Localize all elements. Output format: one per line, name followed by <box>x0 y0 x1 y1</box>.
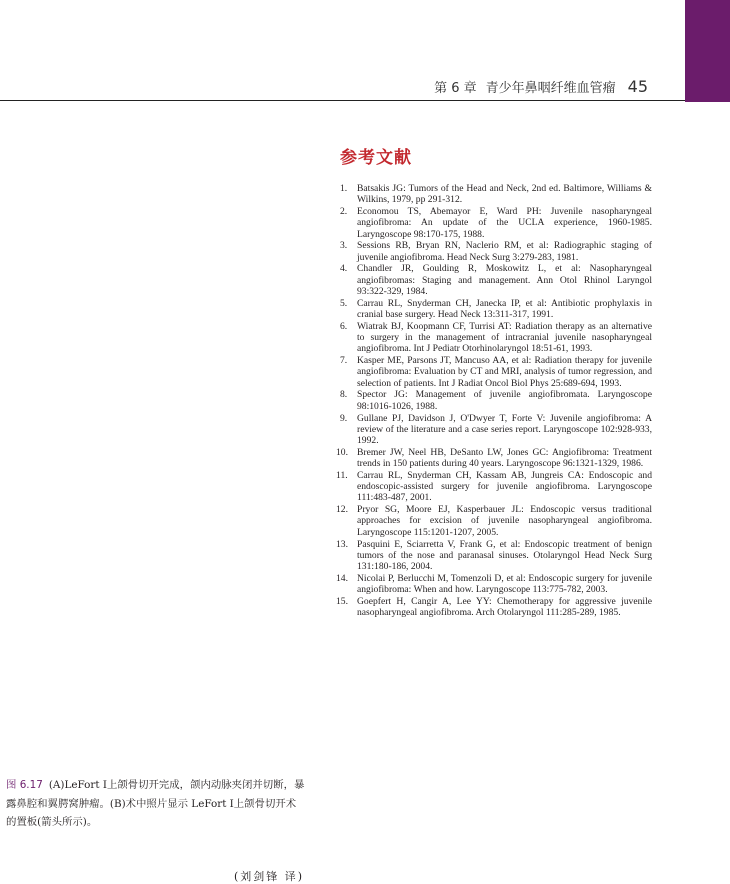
reference-number: 10. <box>336 446 348 458</box>
reference-item <box>340 389 652 411</box>
reference-item <box>340 240 652 262</box>
reference-number: 9. <box>340 412 348 424</box>
reference-text: Spector JG: Management of juvenile angiofibromata. Laryngoscope 98:1016-1026, 1988. <box>357 389 652 412</box>
reference-text: Nicolai P, Berlucchi M, Tomenzoli D, et al: Endoscopic surgery for juvenile angiofibroma: When and how. Laryngoscope 113:775-782, 2003. <box>357 572 652 596</box>
reference-number: 7. <box>340 355 348 367</box>
reference-item <box>336 538 652 573</box>
reference-item <box>336 446 652 470</box>
chapter-title: 青少年鼻咽纤维血管瘤 <box>485 81 616 96</box>
reference-text: Goepfert H, Cangir A, Lee YY: Chemotherapy for aggressive juvenile nasopharyngeal angiofibroma. Arch Otolaryngol 111:285-289, 1985. <box>357 595 652 619</box>
reference-number: 3. <box>340 240 348 252</box>
reference-number: 8. <box>340 389 348 401</box>
reference-number: 11. <box>336 469 348 481</box>
reference-list <box>336 183 652 619</box>
reference-text: Chandler JR, Goulding R, Moskowitz L, et al: Nasopharyngeal angiofibromas: Staging and management. Ann Otol Rhinol Laryngol 93:322-329, 1984. <box>357 263 652 297</box>
reference-number: 5. <box>340 297 348 309</box>
figure-caption <box>6 776 306 832</box>
reference-number: 13. <box>336 538 348 550</box>
running-header <box>434 77 648 96</box>
translator-credit: (刘剑锋 译) <box>234 870 305 883</box>
reference-text: Wiatrak BJ, Koopmann CF, Turrisi AT: Radiation therapy as an alternative to surgery in the management of intracranial juvenile nasopharyngeal angiofibroma. Int J Pediatr Otorhinolaryngol 18:51-61, 1993. <box>357 320 652 355</box>
figure-label: 图 6.17 <box>6 779 43 791</box>
reference-text: Sessions RB, Bryan RN, Naclerio RM, et al: Radiographic staging of juvenile angiofibroma. Head Neck Surg 3:279-283, 1981. <box>357 240 652 263</box>
reference-number: 6. <box>340 320 348 332</box>
references-heading: 参考文献 <box>340 148 412 168</box>
reference-text: Gullane PJ, Davidson J, O'Dwyer T, Forte V: Juvenile angiofibroma: A review of the literature and a case series report. Laryngoscope 102:928-933, 1992. <box>357 412 652 446</box>
reference-text: Carrau RL, Snyderman CH, Kassam AB, Jungreis CA: Endoscopic and endoscopic-assisted surgery for juvenile angiofibroma. Laryngoscope 111:483-487, 2001. <box>357 469 652 504</box>
chapter-number: 第 6 章 <box>434 81 477 96</box>
reference-item <box>340 355 652 389</box>
reference-text: Pryor SG, Moore EJ, Kasperbauer JL: Endoscopic versus traditional approaches for excision of juvenile nasopharyngeal angiofibroma. Laryngoscope 115:1201-1207, 2005. <box>357 504 652 538</box>
reference-text: Pasquini E, Sciarretta V, Frank G, et al: Endoscopic treatment of benign tumors of the nose and paranasal sinuses. Otolaryngol Head Neck Surg 131:180-186, 2004. <box>357 538 652 572</box>
header-rule <box>0 100 685 101</box>
reference-item <box>340 321 652 355</box>
reference-item <box>336 504 652 538</box>
chapter-side-tab <box>685 0 730 102</box>
reference-item <box>336 595 652 619</box>
reference-text: Carrau RL, Snyderman CH, Janecka IP, et al: Antibiotic prophylaxis in cranial base surgery. Head Neck 13:311-317, 1991. <box>357 297 652 320</box>
figure-caption-text: (A)LeFort Ⅰ上颌骨切开完成，颌内动脉夹闭并切断，暴露鼻腔和翼腭窝肿瘤。(B)术中照片显示 LeFort Ⅰ上颌骨切开术的置板(箭头所示)。 <box>6 779 305 828</box>
reference-item <box>340 183 652 205</box>
reference-item <box>340 206 652 240</box>
page-number: 45 <box>627 77 648 96</box>
reference-number: 2. <box>340 206 348 218</box>
reference-number: 4. <box>340 263 348 275</box>
reference-item <box>336 469 652 504</box>
reference-item <box>340 298 652 320</box>
reference-text: Bremer JW, Neel HB, DeSanto LW, Jones GC: Angiofibroma: Treatment trends in 150 patients during 40 years. Laryngoscope 96:1321-1329, 1986. <box>357 446 652 470</box>
reference-number: 14. <box>336 572 348 584</box>
reference-text: Economou TS, Abemayor E, Ward PH: Juvenile nasopharyngeal angiofibroma: An update of the UCLA experience, 1960-1985. Laryngoscope 98:170-175, 1988. <box>357 206 652 240</box>
reference-number: 1. <box>340 183 348 194</box>
reference-text: Kasper ME, Parsons JT, Mancuso AA, et al: Radiation therapy for juvenile angiofibroma: Evaluation by CT and MRI, analysis of tumor regression, and selection of patients. Int J Radiat Oncol Biol Phys 25:689-694, 1993. <box>357 355 652 389</box>
reference-number: 15. <box>336 595 348 607</box>
reference-text: Batsakis JG: Tumors of the Head and Neck, 2nd ed. Baltimore, Williams & Wilkins, 1979, pp 291-312. <box>357 183 652 206</box>
reference-item <box>340 413 652 447</box>
reference-item <box>336 572 652 596</box>
reference-number: 12. <box>336 504 348 516</box>
reference-item <box>340 263 652 297</box>
